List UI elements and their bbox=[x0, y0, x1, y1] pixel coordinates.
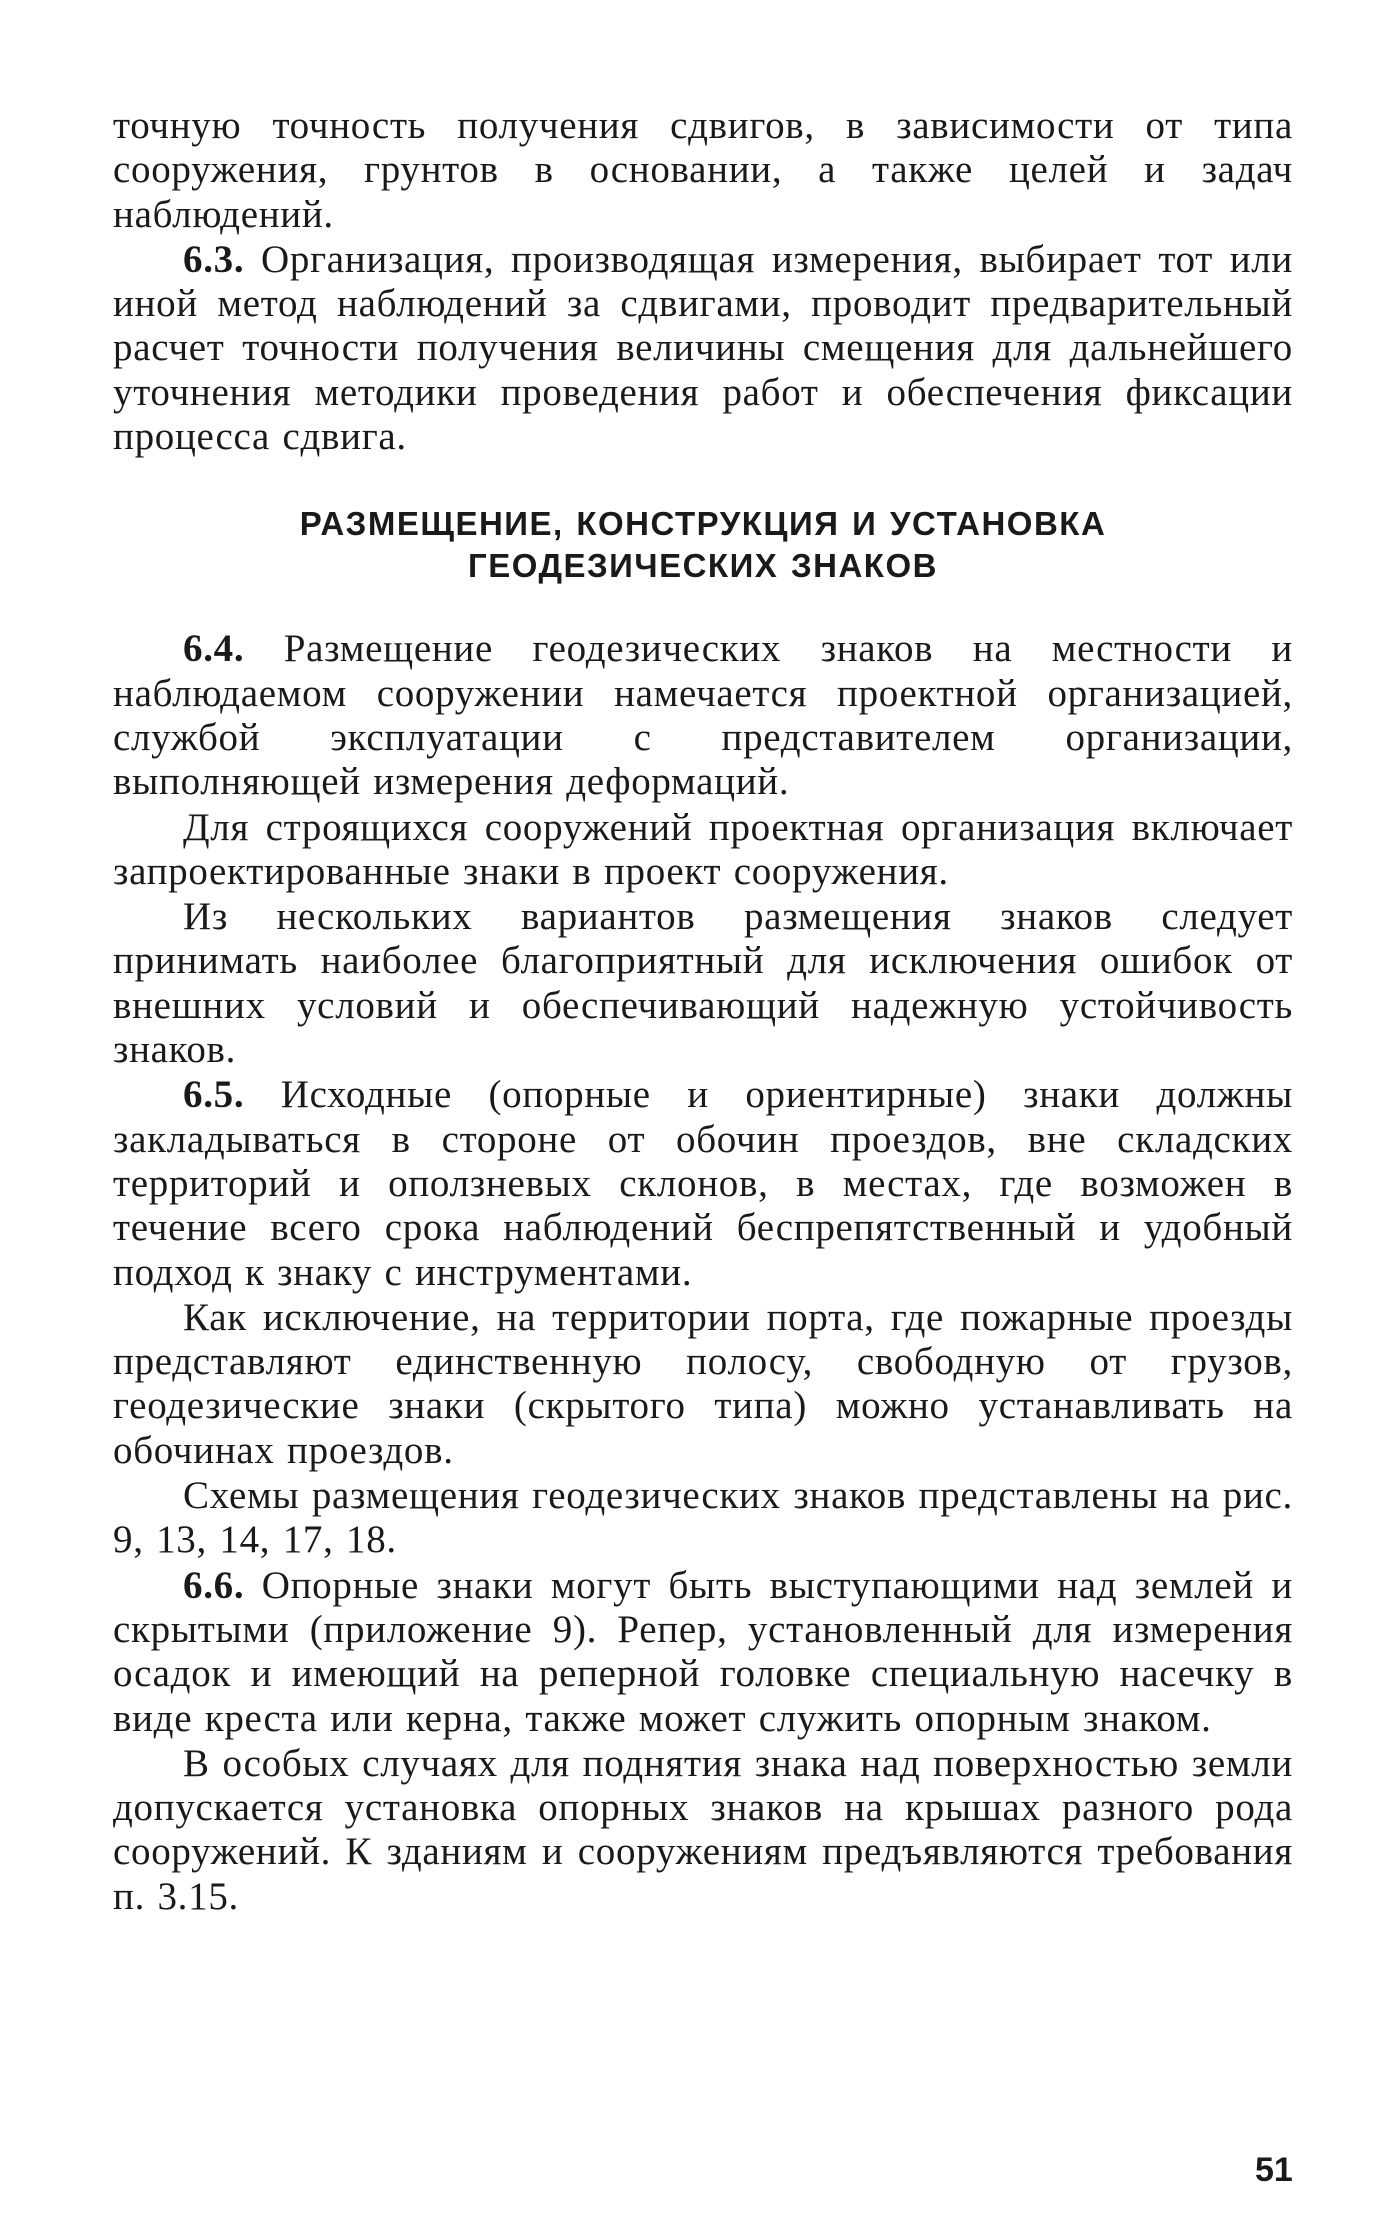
paragraph-text: Схемы размещения геодезических знаков представлены на рис. 9, 13, 14, 17, 18. bbox=[113, 1474, 1293, 1562]
paragraph-6-6 bbox=[113, 1564, 1293, 1741]
paragraph-6-5 bbox=[113, 1073, 1293, 1294]
paragraph-text: Исходные (опорные и ориентирные) знаки должны закладываться в стороне от обочин проездов, вне складских территорий и оползневых склонов, в местах, где возможен в течение всего срока наблюдений беспрепятственный и удобный подход к знаку с инструментами. bbox=[113, 1073, 1293, 1294]
paragraph-number: 6.3. bbox=[183, 237, 245, 281]
paragraph-text: В особых случаях для поднятия знака над поверхностью земли допускается установка опорных знаков на крышах разного рода сооружений. К зданиям и сооружениям предъявляются требования п. 3.15. bbox=[113, 1741, 1293, 1918]
paragraph-construction bbox=[113, 806, 1293, 895]
section-heading-line-2: ГЕОДЕЗИЧЕСКИХ ЗНАКОВ bbox=[468, 547, 938, 585]
paragraph-text: Из нескольких вариантов размещения знаков следует принимать наиболее благоприятный для исключения ошибок от внешних условий и обеспечивающий надежную устойчивость знаков. bbox=[113, 895, 1293, 1072]
page-number: 51 bbox=[1255, 2151, 1293, 2189]
paragraph-text: Как исключение, на территории порта, где пожарные проезды представляют единственную полосу, свободную от грузов, геодезические знаки (скрытого типа) можно устанавливать на обочинах проездов. bbox=[113, 1295, 1293, 1472]
section-heading-line-1: РАЗМЕЩЕНИЕ, КОНСТРУКЦИЯ И УСТАНОВКА bbox=[299, 505, 1107, 543]
paragraph-6-4 bbox=[113, 627, 1293, 804]
paragraph-text: Опорные знаки могут быть выступающими над землей и скрытыми (приложение 9). Репер, установленный для измерения осадок и имеющий на реперной головке специальную насечку в виде креста или керна, также может служить опорным знаком. bbox=[113, 1563, 1293, 1740]
paragraph-number: 6.4. bbox=[183, 627, 245, 671]
paragraph-text: точную точность получения сдвигов, в зависимости от типа сооружения, грунтов в основании, а также целей и задач наблюдений. bbox=[113, 104, 1293, 236]
paragraph-text: Размещение геодезических знаков на местности и наблюдаемом сооружении намечается проектной организацией, службой эксплуатации с представителем организации, выполняющей измерения деформаций. bbox=[113, 627, 1293, 804]
paragraph-number: 6.6. bbox=[183, 1563, 245, 1607]
paragraph-number: 6.5. bbox=[183, 1073, 245, 1117]
paragraph-text: Для строящихся сооружений проектная организация включает запроектированные знаки в проект сооружения. bbox=[113, 805, 1293, 893]
paragraph-special-cases bbox=[113, 1742, 1293, 1919]
paragraph-continuation bbox=[113, 104, 1293, 237]
section-heading bbox=[113, 503, 1293, 587]
paragraph-text: Организация, производящая измерения, выбирает тот или иной метод наблюдений за сдвигами, проводит предварительный расчет точности получения величины смещения для дальнейшего уточнения методики проведения работ и обеспечения фиксации процесса сдвига. bbox=[113, 237, 1293, 459]
paragraph-port-exception bbox=[113, 1296, 1293, 1473]
paragraph-variants bbox=[113, 895, 1293, 1072]
document-body bbox=[113, 104, 1293, 1920]
paragraph-figures-reference bbox=[113, 1474, 1293, 1563]
paragraph-6-3 bbox=[113, 238, 1293, 459]
